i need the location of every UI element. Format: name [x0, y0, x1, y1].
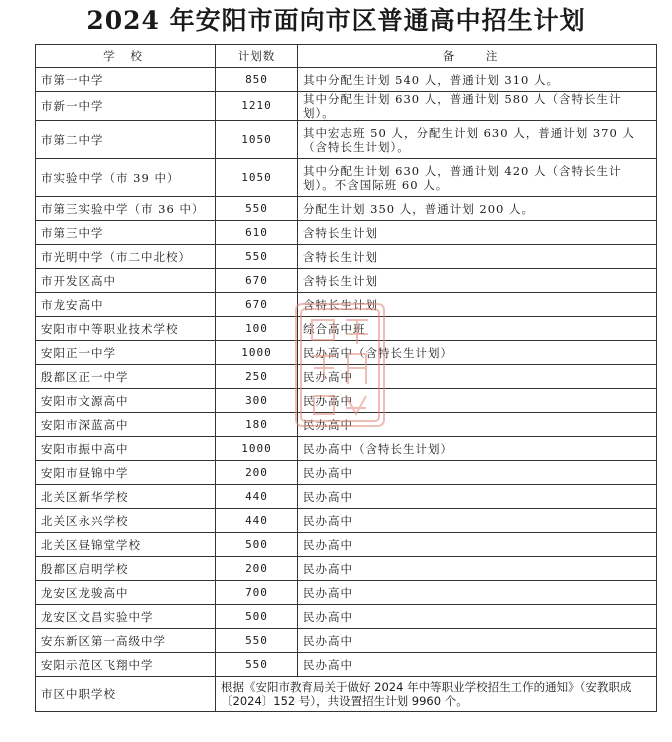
table-row — [36, 92, 657, 121]
plan-count: 250 — [216, 365, 298, 389]
plan-count: 200 — [216, 461, 298, 485]
table-row — [36, 581, 657, 605]
table-row — [36, 461, 657, 485]
note-text: 分配生计划 350 人，普通计划 200 人。 — [298, 197, 657, 221]
table-row — [36, 341, 657, 365]
header-note: 备 注 — [298, 45, 657, 68]
plan-count: 1000 — [216, 437, 298, 461]
table-row — [36, 159, 657, 197]
table-row — [36, 485, 657, 509]
plan-count: 200 — [216, 557, 298, 581]
note-text: 民办高中 — [298, 509, 657, 533]
note-text: 民办高中 — [298, 557, 657, 581]
note-text: 民办高中 — [298, 413, 657, 437]
school-name: 安阳市深蓝高中 — [36, 413, 216, 437]
school-name: 北关区永兴学校 — [36, 509, 216, 533]
school-name: 安阳示范区飞翔中学 — [36, 653, 216, 677]
plan-count: 1210 — [216, 92, 298, 121]
plan-count: 850 — [216, 68, 298, 92]
school-name: 市实验中学（市 39 中） — [36, 159, 216, 197]
table-row — [36, 509, 657, 533]
note-text: 民办高中 — [298, 485, 657, 509]
page-title: 2024 年安阳市面向市区普通高中招生计划 — [86, 6, 586, 35]
school-name: 安阳市昼锦中学 — [36, 461, 216, 485]
plan-count: 550 — [216, 653, 298, 677]
plan-count: 670 — [216, 269, 298, 293]
table-row — [36, 221, 657, 245]
school-name: 安东新区第一高级中学 — [36, 629, 216, 653]
note-text: 含特长生计划 — [298, 293, 657, 317]
plan-count: 700 — [216, 581, 298, 605]
school-name: 市第一中学 — [36, 68, 216, 92]
table-row — [36, 68, 657, 92]
note-text: 民办高中 — [298, 389, 657, 413]
enrollment-table — [35, 44, 657, 712]
school-name: 市光明中学（市二中北校） — [36, 245, 216, 269]
note-text: 民办高中 — [298, 365, 657, 389]
table-row — [36, 197, 657, 221]
note-text: 其中分配生计划 630 人，普通计划 420 人（含特长生计划）。不含国际班 60 人。 — [298, 159, 657, 197]
table-row — [36, 389, 657, 413]
plan-count: 180 — [216, 413, 298, 437]
note-text: 综合高中班 — [298, 317, 657, 341]
note-text: 含特长生计划 — [298, 221, 657, 245]
plan-count: 550 — [216, 245, 298, 269]
table-row — [36, 653, 657, 677]
plan-count: 440 — [216, 509, 298, 533]
note-text: 民办高中（含特长生计划） — [298, 341, 657, 365]
school-name: 市第二中学 — [36, 121, 216, 159]
table-row — [36, 605, 657, 629]
table-row — [36, 629, 657, 653]
note-text: 含特长生计划 — [298, 269, 657, 293]
note-text: 民办高中 — [298, 581, 657, 605]
table-row — [36, 437, 657, 461]
header-school: 学 校 — [36, 45, 216, 68]
plan-count: 500 — [216, 533, 298, 557]
plan-count: 550 — [216, 197, 298, 221]
school-name: 市新一中学 — [36, 92, 216, 121]
school-name: 龙安区龙骏高中 — [36, 581, 216, 605]
note-text: 含特长生计划 — [298, 245, 657, 269]
table-row — [36, 269, 657, 293]
school-name: 市第三中学 — [36, 221, 216, 245]
note-text: 其中分配生计划 630 人，普通计划 580 人（含特长生计划）。 — [298, 92, 657, 121]
school-name: 安阳市振中高中 — [36, 437, 216, 461]
plan-count: 1050 — [216, 159, 298, 197]
note-text: 民办高中（含特长生计划） — [298, 437, 657, 461]
note-text: 其中宏志班 50 人，分配生计划 630 人，普通计划 370 人（含特长生计划）。 — [298, 121, 657, 159]
note-text: 民办高中 — [298, 533, 657, 557]
table-header-row — [36, 45, 657, 68]
table-row — [36, 557, 657, 581]
note-text: 民办高中 — [298, 461, 657, 485]
plan-count: 670 — [216, 293, 298, 317]
school-name: 殷都区正一中学 — [36, 365, 216, 389]
plan-count: 300 — [216, 389, 298, 413]
plan-count: 1000 — [216, 341, 298, 365]
table-row-vocational — [36, 677, 657, 712]
plan-count: 100 — [216, 317, 298, 341]
school-name: 市开发区高中 — [36, 269, 216, 293]
school-name: 安阳市中等职业技术学校 — [36, 317, 216, 341]
school-name: 市第三实验中学（市 36 中） — [36, 197, 216, 221]
school-name: 市龙安高中 — [36, 293, 216, 317]
school-name: 市区中职学校 — [36, 677, 216, 712]
table-row — [36, 293, 657, 317]
table-row — [36, 533, 657, 557]
plan-count: 610 — [216, 221, 298, 245]
note-text: 民办高中 — [298, 629, 657, 653]
header-count: 计划数 — [216, 45, 298, 68]
table-row — [36, 317, 657, 341]
school-name: 殷都区启明学校 — [36, 557, 216, 581]
table-row — [36, 413, 657, 437]
school-name: 北关区昼锦堂学校 — [36, 533, 216, 557]
plan-count: 550 — [216, 629, 298, 653]
table-row — [36, 121, 657, 159]
school-name: 北关区新华学校 — [36, 485, 216, 509]
note-text: 民办高中 — [298, 605, 657, 629]
plan-count: 440 — [216, 485, 298, 509]
note-text: 其中分配生计划 540 人，普通计划 310 人。 — [298, 68, 657, 92]
plan-count: 1050 — [216, 121, 298, 159]
school-name: 龙安区文昌实验中学 — [36, 605, 216, 629]
note-text: 根据《安阳市教育局关于做好 2024 年中等职业学校招生工作的通知》（安教职成〔2024〕152 号），共设置招生计划 9960 个。 — [216, 677, 657, 712]
plan-count: 500 — [216, 605, 298, 629]
table-row — [36, 365, 657, 389]
table-row — [36, 245, 657, 269]
school-name: 安阳正一中学 — [36, 341, 216, 365]
school-name: 安阳市文源高中 — [36, 389, 216, 413]
note-text: 民办高中 — [298, 653, 657, 677]
